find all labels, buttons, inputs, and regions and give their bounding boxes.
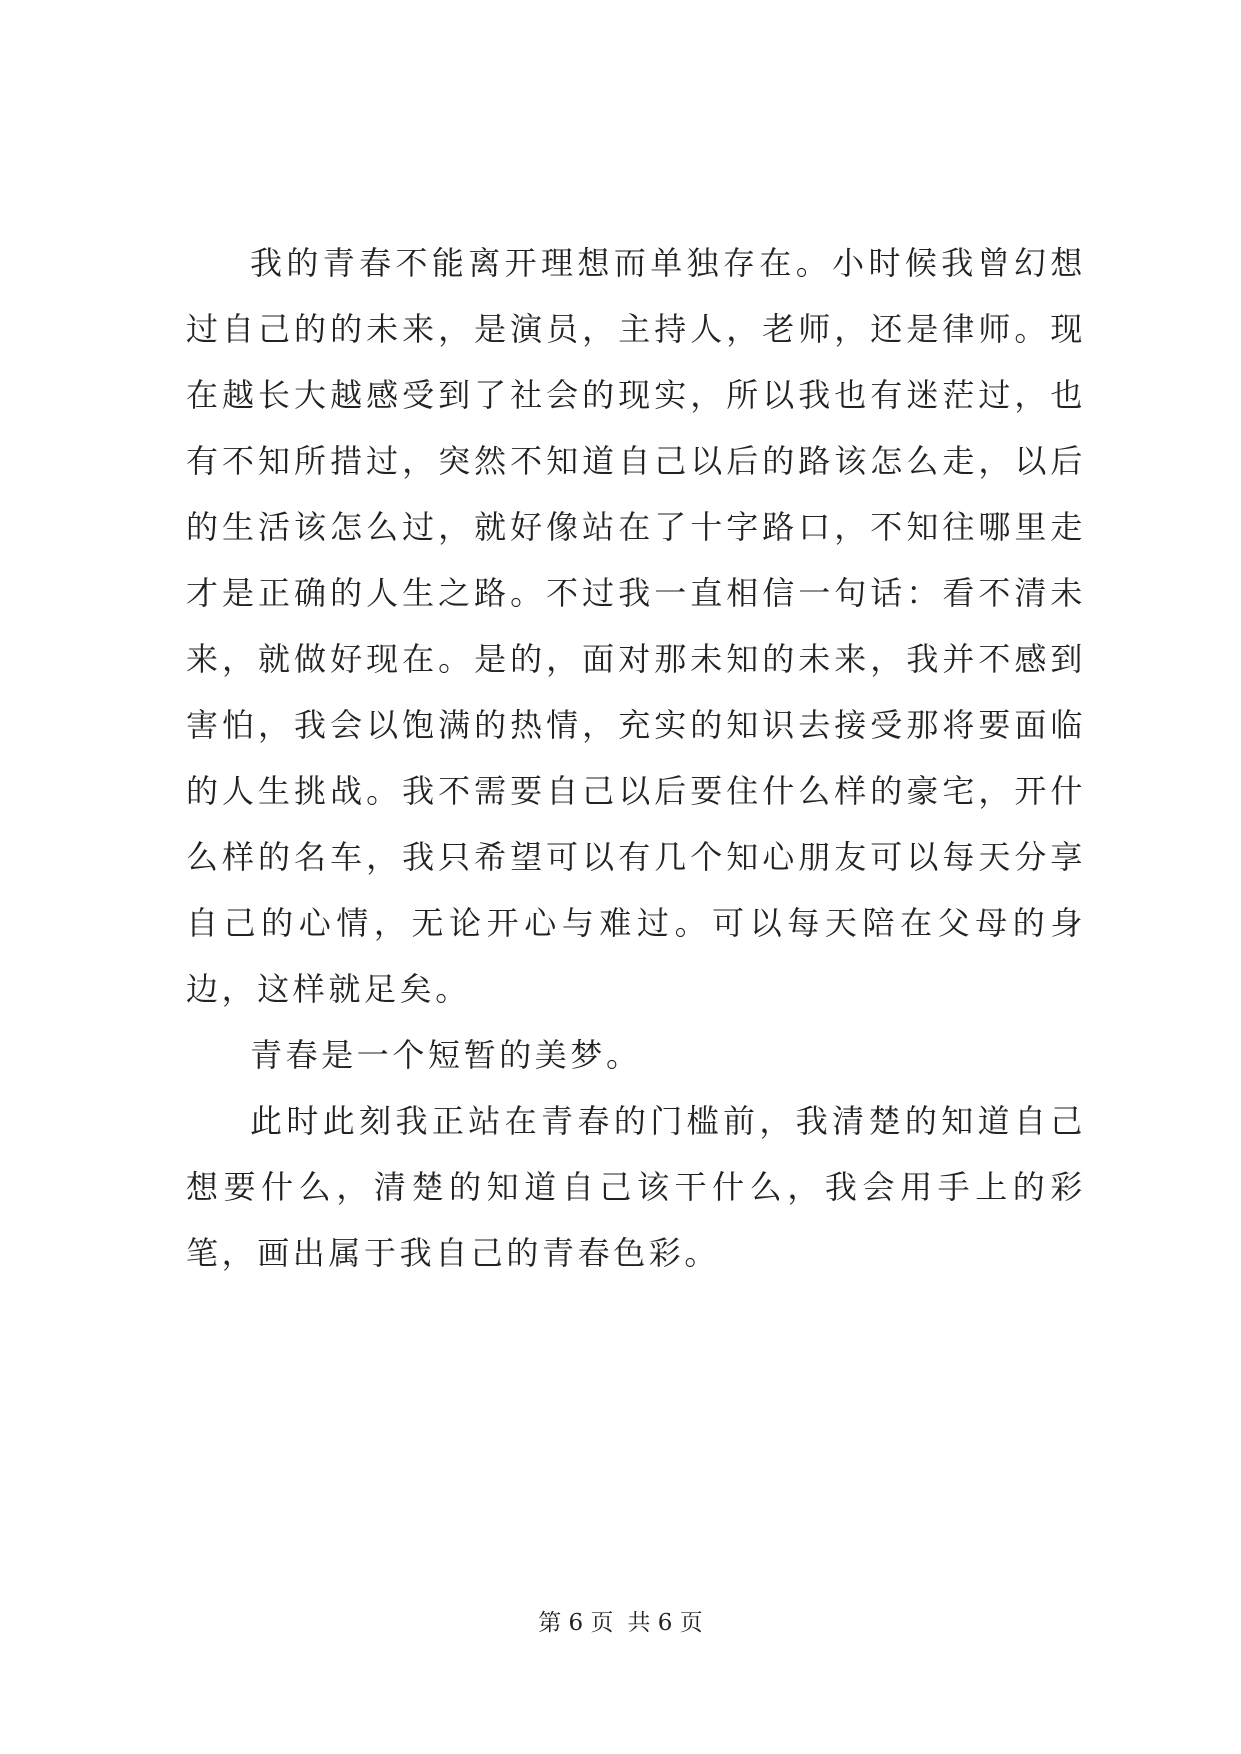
page-number: 第 6 页 xyxy=(538,1610,614,1636)
page-footer xyxy=(0,1608,1241,1638)
paragraph-2: 青春是一个短暂的美梦。 xyxy=(250,1036,642,1074)
paragraph-1: 我的青春不能离开理想而单独存在。小时候我曾幻想过自己的的未来，是演员，主持人，老师，还是律师。现在越长大越感受到了社会的现实，所以我也有迷茫过，也有不知所措过，突然不知道自己以后的路该怎么走，以后的生活该怎么过，就好像站在了十字路口，不知往哪里走才是正确的人生之路。不过我一直相信一句话：看不清未来，就做好现在。是的，面对那未知的未来，我并不感到害怕，我会以饱满的热情，充实的知识去接受那将要面临的人生挑战。我不需要自己以后要住什么样的豪宅，开什么样的名车，我只希望可以有几个知心朋友可以每天分享自己的心情，无论开心与难过。可以每天陪在父母的身边，这样就足矣。 xyxy=(186,244,1086,1008)
document-body xyxy=(186,230,1086,1286)
paragraph-3: 此时此刻我正站在青春的门槛前，我清楚的知道自己想要什么，清楚的知道自己该干什么，我会用手上的彩笔，画出属于我自己的青春色彩。 xyxy=(186,1102,1086,1272)
page-total: 共 6 页 xyxy=(627,1610,703,1636)
